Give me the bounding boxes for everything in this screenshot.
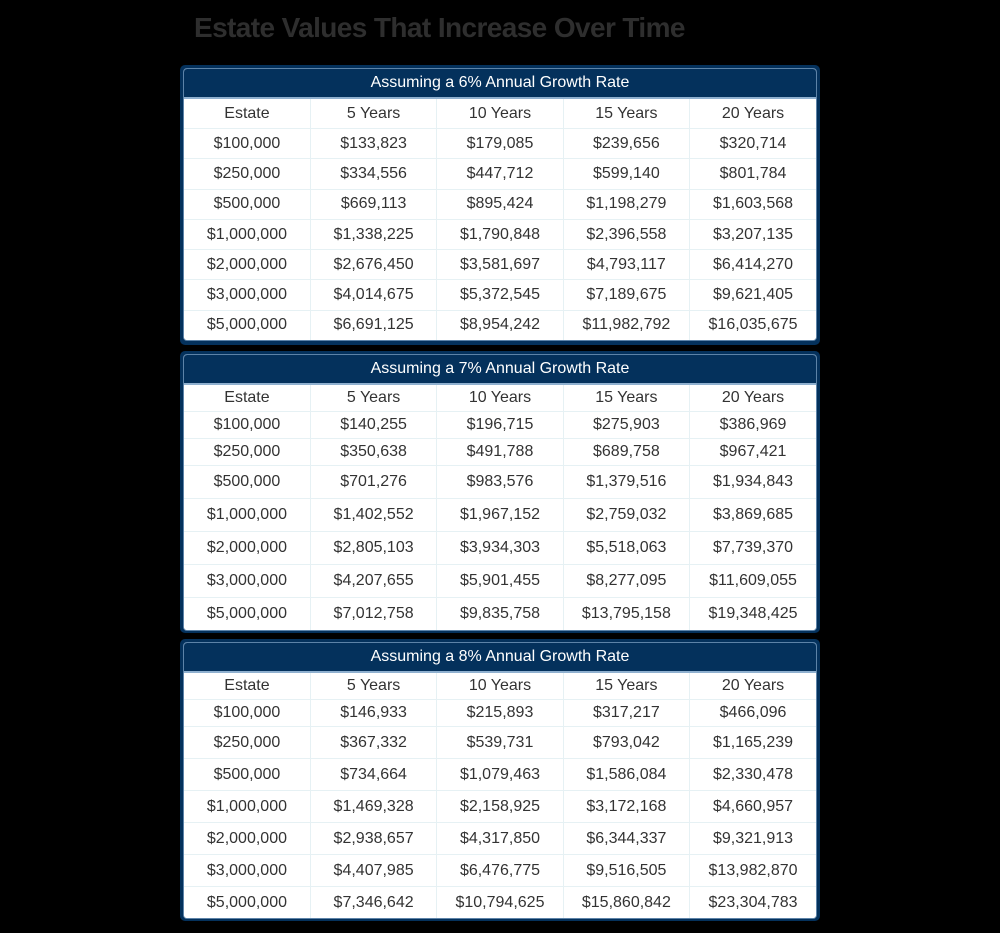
column-header-estate: Estate [184, 385, 310, 412]
table-row [184, 250, 816, 280]
value-cell: $6,414,270 [690, 250, 816, 280]
value-cell: $895,424 [437, 189, 563, 219]
table-row [184, 727, 816, 759]
table-frame [183, 354, 817, 631]
value-cell: $4,407,985 [310, 855, 436, 887]
table-row [184, 412, 816, 439]
value-cell: $983,576 [437, 466, 563, 499]
value-cell: $1,079,463 [437, 759, 563, 791]
column-header-15-years: 15 Years [563, 673, 689, 700]
value-cell: $8,277,095 [563, 565, 689, 598]
value-cell: $2,938,657 [310, 823, 436, 855]
estate-cell: $1,000,000 [184, 791, 310, 823]
value-cell: $466,096 [690, 700, 816, 727]
column-header-5-years: 5 Years [310, 385, 436, 412]
table-row [184, 565, 816, 598]
value-cell: $275,903 [563, 412, 689, 439]
estate-cell: $500,000 [184, 759, 310, 791]
value-cell: $23,304,783 [708, 893, 798, 911]
value-cell: $689,758 [563, 439, 689, 466]
table-row [184, 219, 816, 249]
table-frame [183, 68, 817, 341]
estate-cell: $5,000,000 [184, 598, 310, 631]
table-row [184, 466, 816, 499]
value-cell: $11,982,792 [563, 310, 689, 340]
table-row [184, 532, 816, 565]
column-header-15-years: 15 Years [563, 385, 689, 412]
value-cell: $3,934,303 [437, 532, 563, 565]
value-cell: $447,712 [437, 159, 563, 189]
estate-cell: $500,000 [184, 189, 310, 219]
value-cell: $3,207,135 [690, 219, 816, 249]
table-row [184, 759, 816, 791]
header-row [184, 673, 816, 700]
value-cell: $1,934,843 [690, 466, 816, 499]
estate-cell: $2,000,000 [184, 823, 310, 855]
value-cell: $967,421 [690, 439, 816, 466]
value-cell: $5,372,545 [437, 280, 563, 310]
table-title: Assuming a 7% Annual Growth Rate [184, 355, 816, 385]
value-cell: $9,516,505 [563, 855, 689, 887]
value-cell: $9,321,913 [690, 823, 816, 855]
value-cell: $1,469,328 [310, 791, 436, 823]
value-cell: $669,113 [310, 189, 436, 219]
value-cell: $9,621,405 [690, 280, 816, 310]
value-cell: $599,140 [563, 159, 689, 189]
column-header-estate: Estate [184, 673, 310, 700]
value-cell: $1,402,552 [310, 499, 436, 532]
growth-table-6-percent [180, 65, 820, 345]
value-cell: $317,217 [563, 700, 689, 727]
value-cell: $11,609,055 [690, 565, 816, 598]
value-cell: $4,207,655 [310, 565, 436, 598]
value-cell: $133,823 [310, 129, 436, 159]
estate-cell: $100,000 [184, 700, 310, 727]
value-cell: $239,656 [563, 129, 689, 159]
growth-table-7-percent [180, 351, 820, 633]
value-cell: $1,603,568 [690, 189, 816, 219]
value-cell: $4,317,850 [437, 823, 563, 855]
table-row [184, 310, 816, 340]
value-cell: $2,396,558 [563, 219, 689, 249]
estate-cell: $250,000 [184, 727, 310, 759]
value-cell: $13,795,158 [563, 598, 689, 631]
value-cell: $386,969 [690, 412, 816, 439]
value-cell: $491,788 [437, 439, 563, 466]
value-cell: $2,676,450 [310, 250, 436, 280]
header-row [184, 385, 816, 412]
estate-cell: $250,000 [184, 439, 310, 466]
value-cell: $1,198,279 [563, 189, 689, 219]
value-cell: $179,085 [437, 129, 563, 159]
column-header-5-years: 5 Years [310, 99, 436, 129]
column-header-15-years: 15 Years [563, 99, 689, 129]
value-cell: $1,967,152 [437, 499, 563, 532]
value-cell: $5,901,455 [437, 565, 563, 598]
table-row [184, 823, 816, 855]
table-row [184, 700, 816, 727]
value-cell: $16,035,675 [708, 316, 798, 334]
column-header-10-years: 10 Years [437, 673, 563, 700]
value-cell: $2,759,032 [563, 499, 689, 532]
value-cell: $3,581,697 [437, 250, 563, 280]
value-cell: $3,172,168 [563, 791, 689, 823]
value-cell: $196,715 [437, 412, 563, 439]
estate-cell: $3,000,000 [184, 855, 310, 887]
value-cell: $13,982,870 [690, 855, 816, 887]
value-cell: $801,784 [690, 159, 816, 189]
estate-cell: $100,000 [184, 129, 310, 159]
value-cell: $215,893 [437, 700, 563, 727]
table-row [184, 159, 816, 189]
table-row [184, 855, 816, 887]
value-cell: $10,794,625 [437, 887, 563, 919]
table-row [184, 791, 816, 823]
value-cell: $4,014,675 [310, 280, 436, 310]
column-header-20-years: 20 Years [690, 385, 816, 412]
value-cell: $140,255 [310, 412, 436, 439]
value-cell: $1,338,225 [310, 219, 436, 249]
estate-cell: $2,000,000 [184, 250, 310, 280]
estate-cell: $5,000,000 [184, 310, 310, 340]
value-cell: $3,869,685 [690, 499, 816, 532]
value-cell: $320,714 [690, 129, 816, 159]
value-cell: $4,660,957 [690, 791, 816, 823]
table-row [184, 499, 816, 532]
table-row [184, 280, 816, 310]
value-cell: $734,664 [310, 759, 436, 791]
table-row [184, 439, 816, 466]
growth-table-8-percent [180, 639, 820, 921]
estate-cell: $2,000,000 [184, 532, 310, 565]
value-cell: $7,346,642 [310, 887, 436, 919]
column-header-5-years: 5 Years [310, 673, 436, 700]
table-row [184, 598, 816, 631]
value-cell: $8,954,242 [437, 310, 563, 340]
growth-table [184, 99, 816, 340]
value-cell: $6,344,337 [563, 823, 689, 855]
growth-table [184, 385, 816, 630]
column-header-10-years: 10 Years [437, 99, 563, 129]
estate-cell: $500,000 [184, 466, 310, 499]
value-cell: $15,860,842 [563, 887, 689, 919]
value-cell: $2,805,103 [310, 532, 436, 565]
value-cell: $539,731 [437, 727, 563, 759]
estate-cell: $1,000,000 [184, 219, 310, 249]
column-header-20-years: 20 Years [690, 99, 816, 129]
value-cell: $6,691,125 [310, 310, 436, 340]
value-cell: $19,348,425 [708, 605, 798, 622]
estate-cell: $100,000 [184, 412, 310, 439]
table-frame [183, 642, 817, 919]
value-cell: $1,165,239 [690, 727, 816, 759]
estate-cell: $1,000,000 [184, 499, 310, 532]
table-title: Assuming a 8% Annual Growth Rate [184, 643, 816, 673]
header-row [184, 99, 816, 129]
value-cell: $367,332 [310, 727, 436, 759]
value-cell: $334,556 [310, 159, 436, 189]
growth-table [184, 673, 816, 918]
table-title: Assuming a 6% Annual Growth Rate [184, 69, 816, 99]
table-row [184, 129, 816, 159]
page-title: Estate Values That Increase Over Time [194, 12, 685, 43]
value-cell: $1,586,084 [563, 759, 689, 791]
value-cell: $5,518,063 [563, 532, 689, 565]
value-cell: $2,158,925 [437, 791, 563, 823]
estate-cell: $3,000,000 [184, 280, 310, 310]
value-cell: $350,638 [310, 439, 436, 466]
estate-cell: $5,000,000 [184, 887, 310, 919]
value-cell: $701,276 [310, 466, 436, 499]
value-cell: $2,330,478 [690, 759, 816, 791]
value-cell: $1,790,848 [437, 219, 563, 249]
column-header-10-years: 10 Years [437, 385, 563, 412]
value-cell: $7,012,758 [310, 598, 436, 631]
value-cell: $7,739,370 [690, 532, 816, 565]
value-cell: $1,379,516 [563, 466, 689, 499]
estate-cell: $250,000 [184, 159, 310, 189]
column-header-estate: Estate [184, 99, 310, 129]
value-cell: $6,476,775 [437, 855, 563, 887]
estate-cell: $3,000,000 [184, 565, 310, 598]
value-cell: $4,793,117 [563, 250, 689, 280]
value-cell: $7,189,675 [563, 280, 689, 310]
column-header-20-years: 20 Years [690, 673, 816, 700]
value-cell: $793,042 [563, 727, 689, 759]
table-row [184, 189, 816, 219]
value-cell: $9,835,758 [437, 598, 563, 631]
table-row [184, 887, 816, 919]
value-cell: $146,933 [310, 700, 436, 727]
